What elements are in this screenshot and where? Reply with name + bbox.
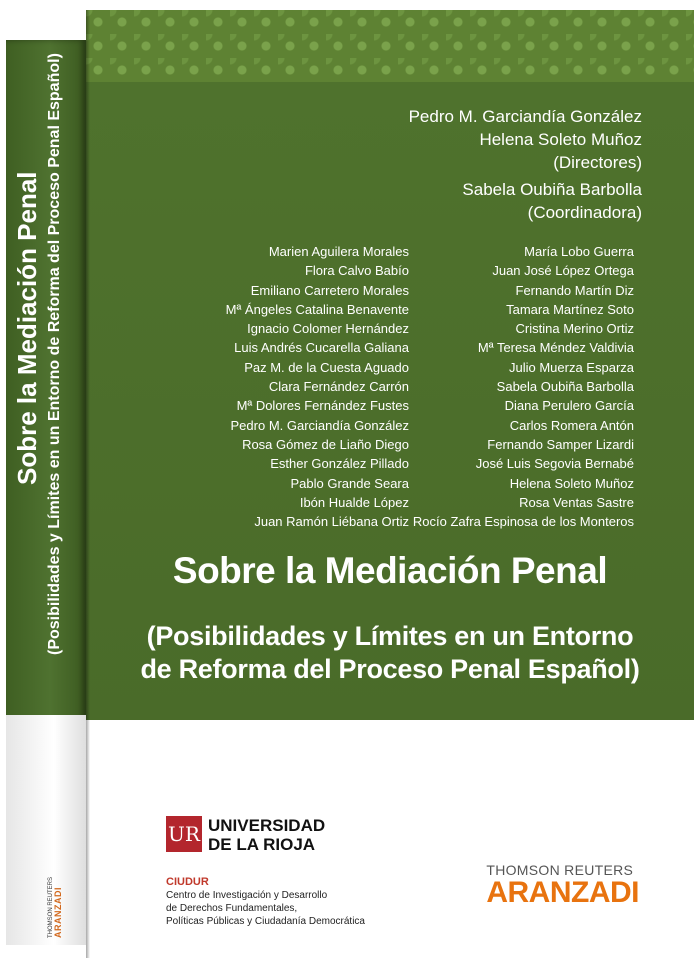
author-name: Tamara Martínez Soto xyxy=(506,301,634,317)
author-name: Cristina Merino Ortiz xyxy=(515,321,634,337)
author-name: Fernando Samper Lizardi xyxy=(487,436,634,452)
spine-subtitle: (Posibilidades y Límites en un Entorno de Reforma del Proceso Penal Español) xyxy=(46,53,63,655)
author-name: Mª Ángeles Catalina Benavente xyxy=(225,301,409,317)
author-name: Flora Calvo Babío xyxy=(304,263,409,279)
authors-list-left xyxy=(226,242,409,531)
author-name: Rocío Zafra Espinosa de los Monteros xyxy=(412,514,634,530)
directors-role: (Directores) xyxy=(553,153,642,172)
university-name-line: UNIVERSIDAD xyxy=(208,816,326,835)
author-name: Diana Perulero García xyxy=(504,398,634,414)
author-name: Julio Muerza Esparza xyxy=(509,359,634,375)
author-name: Marien Aguilera Morales xyxy=(268,244,409,259)
author-name: Mª Dolores Fernández Fustes xyxy=(236,398,409,414)
ciudur-name: CIUDUR xyxy=(166,876,209,888)
authors-list-right xyxy=(413,242,634,531)
book-subtitle xyxy=(86,620,694,686)
spine-publisher xyxy=(48,818,62,938)
spine-publisher-top: THOMSON REUTERS xyxy=(48,876,54,938)
ciudur-line: Centro de Investigación y Desarrollo xyxy=(166,890,328,901)
director-name: Pedro M. Garciandía González xyxy=(408,107,642,126)
university-name-line: DE LA RIOJA xyxy=(208,835,316,854)
author-name: Juan Ramón Liébana Ortiz xyxy=(254,514,409,530)
spine-title: Sobre la Mediación Penal xyxy=(12,171,42,485)
author-name: Rosa Gómez de Liaño Diego xyxy=(242,436,409,452)
subtitle-line: (Posibilidades y Límites en un Entorno xyxy=(146,621,634,651)
author-name: Fernando Martín Diz xyxy=(515,282,634,298)
author-name: Clara Fernández Carrón xyxy=(268,379,409,395)
spine-white-band xyxy=(6,715,86,945)
author-name: Emiliano Carretero Morales xyxy=(250,282,409,298)
spine-publisher-brand: ARANZADI xyxy=(53,887,63,938)
publisher-logo xyxy=(486,862,639,908)
directors-block xyxy=(409,105,642,224)
author-name: Pablo Grande Seara xyxy=(290,475,409,491)
author-name: Ignacio Colomer Hernández xyxy=(247,321,409,337)
coordinator-role: (Coordinadora) xyxy=(527,203,642,222)
author-name: Rosa Ventas Sastre xyxy=(519,494,634,510)
author-name: Juan José López Ortega xyxy=(492,263,634,279)
university-name xyxy=(208,816,408,854)
author-name: Paz M. de la Cuesta Aguado xyxy=(244,359,409,375)
author-name: Esther González Pillado xyxy=(270,456,409,472)
book-title: Sobre la Mediación Penal xyxy=(172,550,608,591)
director-name: Helena Soleto Muñoz xyxy=(479,130,642,149)
author-name: Sabela Oubiña Barbolla xyxy=(496,379,634,395)
decorative-pattern-band xyxy=(86,10,694,84)
spine-title-block xyxy=(10,50,80,710)
author-name: José Luis Segovia Bernabé xyxy=(475,456,634,472)
author-name: Luis Andrés Cucarella Galiana xyxy=(234,340,409,356)
cover-edge-shadow xyxy=(86,10,90,958)
book-cover xyxy=(86,10,694,958)
author-name: Ibón Hualde López xyxy=(299,494,409,510)
publisher-name: THOMSON REUTERS xyxy=(486,862,634,878)
publisher-brand: ARANZADI xyxy=(486,876,639,909)
author-name: María Lobo Guerra xyxy=(524,244,634,259)
author-name: Mª Teresa Méndez Valdivia xyxy=(477,340,634,356)
author-name: Helena Soleto Muñoz xyxy=(509,475,634,491)
author-name: Carlos Romera Antón xyxy=(509,417,634,433)
coordinator-name: Sabela Oubiña Barbolla xyxy=(462,180,642,199)
author-name: Pedro M. Garciandía González xyxy=(230,417,409,433)
ciudur-line: Políticas Públicas y Ciudadanía Democrática xyxy=(166,916,365,927)
ciudur-line: de Derechos Fundamentales, xyxy=(166,903,298,914)
university-mark-icon: UR xyxy=(166,816,202,852)
ciudur-block xyxy=(166,876,426,928)
subtitle-line: de Reforma del Proceso Penal Español) xyxy=(140,654,640,684)
